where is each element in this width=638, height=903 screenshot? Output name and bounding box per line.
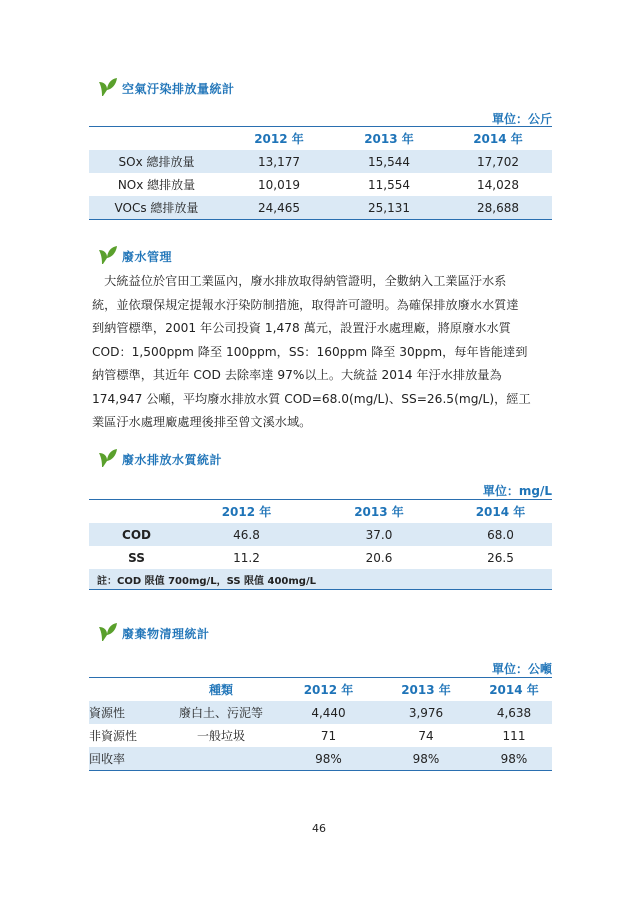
header-empty [89,678,161,702]
unit-label: 單位：公斤 [491,112,552,126]
air-emissions-table [89,126,552,220]
heading-title: 廢棄物清理統計 [122,627,210,641]
table-row [89,546,552,569]
table-row [89,150,552,173]
row-category: 回收率 [89,747,161,771]
cell-value: 17,702 [444,150,552,173]
heading-title: 廢水管理 [122,250,173,264]
paragraph-line: 174,947 公噸，平均廢水排放水質 COD=68.0(mg/L)、SS=26.5(mg/L)，經工 [92,391,531,406]
waste-section-heading [96,621,210,643]
table-row [89,747,552,771]
leaf-icon [96,244,118,266]
unit-label: 單位：公噸 [491,662,552,676]
cell-value: 15,544 [334,150,444,173]
table-note-row [89,569,552,590]
cell-value: 13,177 [224,150,334,173]
cell-value: 74 [418,728,434,743]
paragraph-line: 統，並依環保規定提報水汙染防制措施，取得許可證明。為確保排放廢水水質達 [92,297,519,312]
type-header: 種類 [208,683,233,697]
cell-value: 98% [281,747,376,771]
cell-value: 68.0 [449,523,552,546]
year-header: 2012 年 [303,683,354,697]
paragraph-line: 業區汙水處理廠處理後排至曾文溪水域。 [92,415,312,429]
leaf-icon [96,621,118,643]
leaf-icon [96,76,118,98]
table-row [89,173,552,196]
table-row [89,523,552,546]
cell-value: 10,019 [258,177,300,192]
cell-value: 11,554 [368,177,410,192]
year-header: 2012 年 [221,505,272,519]
leaf-icon [96,447,118,469]
row-label: SOx 總排放量 [89,150,224,173]
cell-value: 14,028 [477,177,519,192]
air-section-heading [96,76,235,98]
cell-value: 26.5 [487,550,514,565]
year-header: 2013 年 [354,505,404,519]
cell-value: 24,465 [224,196,334,220]
row-label: VOCs 總排放量 [89,196,224,220]
cell-value: 3,976 [376,701,476,724]
cell-value: 25,131 [334,196,444,220]
row-label: COD [89,523,184,546]
header-empty [89,500,184,524]
table-row [89,701,552,724]
wastewater-paragraph [92,270,552,435]
cell-value: 46.8 [184,523,309,546]
paragraph-line: 大統益位於官田工業區內，廢水排放取得納管證明，全數納入工業區汙水系 [92,274,507,288]
cell-value: 4,638 [476,701,552,724]
paragraph-line: 到納管標準，2001 年公司投資 1,478 萬元，設置汙水處理廠，將原廢水水質 [92,321,511,335]
table-row [89,724,552,747]
cell-value: 71 [320,728,337,743]
cell-value: 4,440 [281,701,376,724]
row-category: 資源性 [89,701,161,724]
page-number: 46 [312,822,326,835]
table-row [89,196,552,220]
table-note: 註：COD 限值 700mg/L，SS 限值 400mg/L [89,569,552,590]
cell-value: 11.2 [233,550,260,565]
cell-value: 98% [376,747,476,771]
paragraph-line: COD：1,500ppm 降至 100ppm，SS：160ppm 降至 30ppm，每年皆能達到 [92,344,528,359]
year-header: 2014 年 [489,683,539,697]
row-type [161,747,281,771]
heading-title: 空氣汙染排放量統計 [122,82,235,96]
year-header: 2013 年 [364,132,414,146]
year-header: 2012 年 [254,132,304,146]
year-header: 2013 年 [401,683,451,697]
year-header: 2014 年 [475,505,526,519]
row-type: 廢白土、污泥等 [161,701,281,724]
heading-title: 廢水排放水質統計 [122,453,223,467]
wastewater-section-heading [96,244,172,266]
cell-value: 37.0 [309,523,449,546]
cell-value: 20.6 [365,550,393,565]
cell-value: 111 [502,728,526,743]
year-header: 2014 年 [473,132,523,146]
row-category: 非資源性 [89,729,138,743]
cell-value: 98% [476,747,552,771]
cell-value: 28,688 [444,196,552,220]
water-quality-table [89,499,552,590]
unit-label: 單位：mg/L [482,484,552,498]
header-empty [89,127,224,151]
row-label: NOx 總排放量 [117,178,196,192]
row-label: SS [128,550,145,565]
paragraph-line: 納管標準，其近年 COD 去除率達 97%以上。大統益 2014 年汙水排放量為 [92,368,502,382]
water-quality-section-heading [96,447,222,469]
row-type: 一般垃圾 [196,729,245,743]
waste-table [89,677,552,771]
